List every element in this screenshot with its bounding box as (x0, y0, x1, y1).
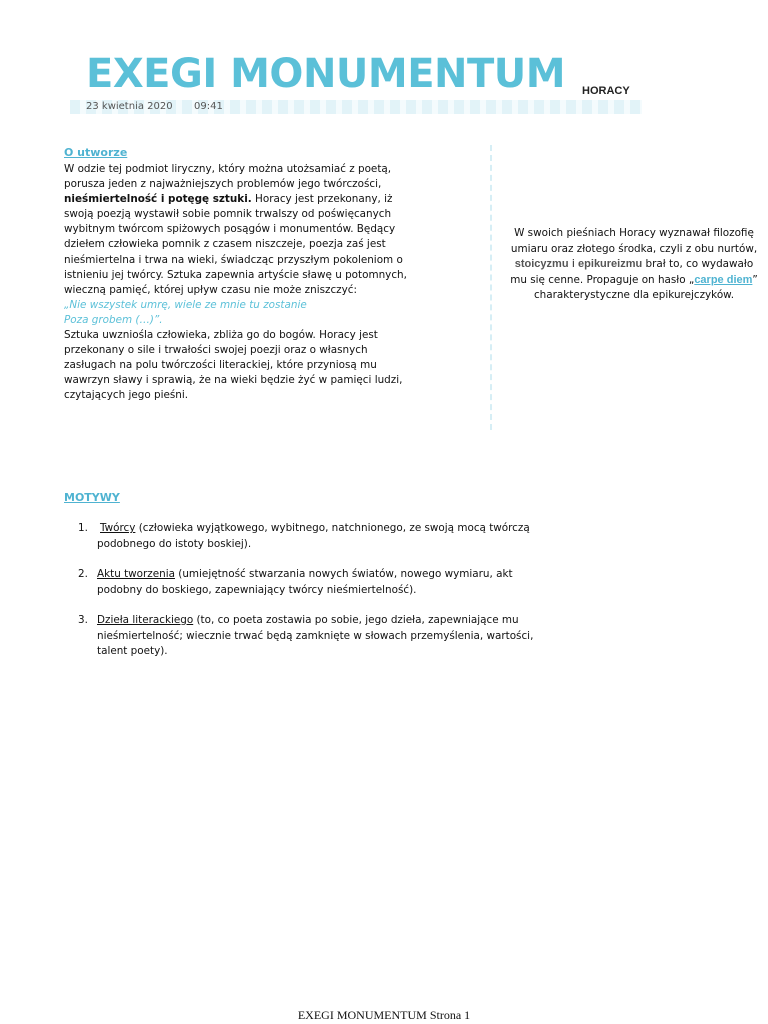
epicureanism-term: epikureizmu (578, 258, 643, 270)
motifs-heading: MOTYWY (64, 491, 120, 504)
column-divider (490, 145, 492, 430)
sidebar-note (506, 226, 762, 304)
author-label: HORACY (582, 85, 630, 97)
about-paragraph-2: Sztuka uwzniośla człowieka, zbliża go do bogów. Horacy jest przekonany o sile i trwałości swojej poezji oraz o własnych zasługach na polu twórczości literackiej, które przyniosą mu wawrzyn sławy i sprawią, że na wieki będzie żyć w pamięci ludzi, czytających jego pieśni. (64, 329, 403, 402)
list-number: 2. (78, 568, 88, 580)
sidebar-and: i (568, 258, 579, 270)
sidebar-text-2: brał to, co wydawało mu się cenne. Propaguje on hasło „ (510, 258, 754, 286)
quote-line-1: „Nie wszystek umrę, wiele ze mnie tu zostanie (64, 298, 307, 311)
about-heading: O utworze (64, 146, 128, 159)
date-strip (70, 100, 642, 114)
motifs-list (78, 521, 538, 675)
motif-term: Dzieła literackiego (97, 614, 194, 626)
motif-description: (to, co poeta zostawia po sobie, jego dzieła, zapewniające mu nieśmiertelność; wiecznie trwać będą zamknięte w słowach przemyślenia, wartości, talent poety). (97, 614, 534, 657)
stoicism-term: stoicyzmu (514, 258, 569, 270)
about-paragraph-1 (64, 162, 409, 298)
motif-description: (człowieka wyjątkowego, wybitnego, natchnionego, ze swoją mocą twórczą podobnego do istoty boskiej). (97, 522, 530, 550)
about-body (64, 162, 409, 404)
motif-term: Aktu tworzenia (97, 568, 175, 580)
about-emphasis: nieśmiertelność i potęgę sztuki. (64, 193, 252, 206)
quote-line-2: Poza grobem (…)”. (64, 313, 163, 326)
date-label: 23 kwietnia 2020 (86, 101, 173, 112)
motif-term: Twórcy (100, 522, 136, 534)
page-footer: EXEGI MONUMENTUM Strona 1 (297, 1008, 471, 1022)
list-item (78, 613, 538, 660)
list-item (78, 521, 538, 552)
sidebar-text-3: ” charakterystyczne dla epikurejczyków. (533, 273, 758, 301)
list-number: 1. (78, 522, 88, 534)
motif-description: (umiejętność stwarzania nowych światów, nowego wymiaru, akt podobny do boskiego, zapewniający twórcy nieśmiertelność). (97, 568, 513, 596)
document-title: EXEGI MONUMENTUM (86, 51, 566, 97)
list-number: 3. (78, 614, 88, 626)
sidebar-text-1: W swoich pieśniach Horacy wyznawał filozofię umiaru oraz złotego środka, czyli z obu nurtów, (510, 227, 758, 255)
about-text-a: W odzie tej podmiot liryczny, który można utożsamiać z poetą, porusza jeden z najważniejszych problemów jego twórczości, (64, 163, 392, 191)
time-label: 09:41 (194, 101, 223, 112)
list-item (78, 567, 538, 598)
about-text-b: Horacy jest przekonany, iż swoją poezją wystawił sobie pomnik trwalszy od poświęcanych wybitnym twórcom spiżowych posągów i monumentów. Będący dziełem człowieka pomnik z czasem niszczeje, poezja zaś jest nieśmiertelna i trwa na wieki, świadcząc przyszłym pokoleniom o istnieniu jej twórcy. Sztuka zapewnia artyście sławę u potomnych, wieczną pamięć, której upływ czasu nie może zniszczyć: (64, 193, 407, 296)
carpe-diem-link[interactable]: carpe diem (694, 273, 753, 286)
